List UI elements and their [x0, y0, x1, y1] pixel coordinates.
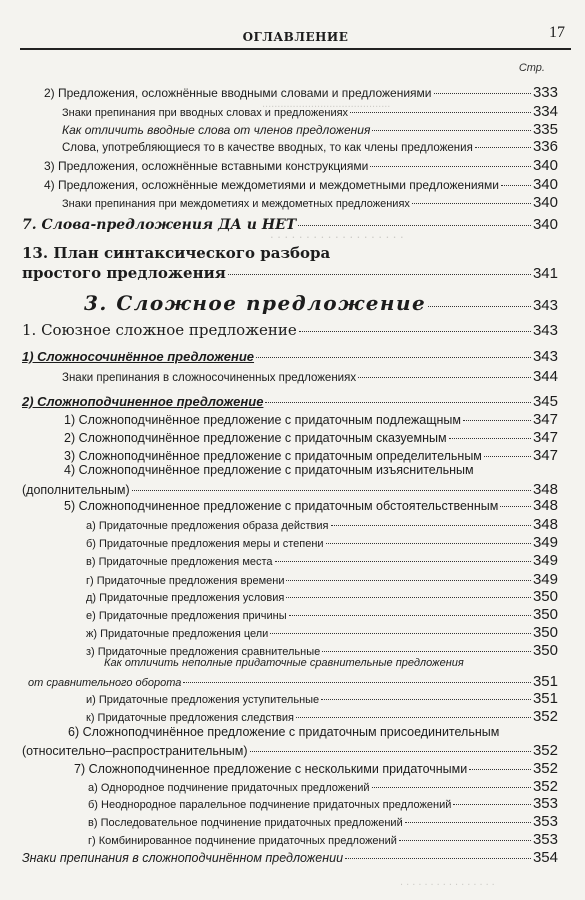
toc-entry-text: в) Последовательное подчинение придаточных предложений	[88, 817, 403, 829]
toc-entry-text: Знаки препинания в сложноподчинённом предложении	[22, 851, 344, 865]
toc-entry	[64, 429, 558, 446]
toc-entry	[86, 571, 558, 588]
toc-entry	[104, 657, 464, 669]
leader-dots	[250, 751, 531, 752]
toc-entry	[86, 708, 558, 725]
toc-entry-text: 1. Союзное сложное предложение	[22, 321, 297, 339]
toc-entry-page: 341	[532, 265, 558, 282]
toc-entry-text: б) Придаточные предложения меры и степени	[86, 538, 324, 550]
leader-dots	[405, 822, 531, 823]
toc-entry-page: 348	[532, 497, 558, 514]
toc-entry-page: 352	[532, 708, 558, 725]
leader-dots	[501, 185, 531, 186]
toc-entry-text: от сравнительного оборота	[28, 677, 182, 689]
toc-entry-text: Знаки препинания в сложносочиненных предложениях	[62, 372, 357, 384]
leader-dots	[449, 438, 531, 439]
leader-dots	[270, 633, 531, 634]
toc-entry-page: 350	[532, 624, 558, 641]
leader-dots	[296, 717, 531, 718]
toc-entry-text: 7. Слова-предложения ДА и НЕТ	[22, 217, 297, 233]
toc-entry-text: з) Придаточные предложения сравнительные	[86, 646, 321, 658]
toc-entry-page: 352	[532, 742, 558, 759]
toc-entry	[64, 463, 474, 477]
toc-entry-page: 344	[532, 368, 558, 385]
toc-entry	[62, 194, 558, 211]
toc-entry	[88, 795, 558, 812]
toc-entry-page: 348	[532, 481, 558, 498]
toc-entry	[22, 264, 558, 282]
toc-entry-page: 347	[532, 447, 558, 464]
toc-entry-page: 351	[532, 690, 558, 707]
toc-entry-text: 4) Предложения, осложнённые междометиями и междометными предложениями	[44, 178, 499, 192]
toc-entry-text: 2) Предложения, осложнённые вводными словами и предложениями	[44, 86, 432, 100]
toc-entry-page: 350	[532, 606, 558, 623]
toc-entry-text: 7) Сложноподчиненное предложение с несколькими придаточными	[74, 762, 468, 776]
toc-entry-text: г) Комбинированное подчинение придаточных предложений	[88, 835, 397, 847]
header-title: ОГЛАВЛЕНИЕ	[242, 30, 349, 44]
toc-entry-text: 3) Предложения, осложнённые вставными конструкциями	[44, 159, 369, 173]
toc-entry	[74, 760, 558, 777]
toc-entry-text: Как отличить неполные придаточные сравнительные предложения	[104, 657, 464, 669]
leader-dots	[345, 858, 531, 859]
leader-dots	[286, 580, 531, 581]
leader-dots	[372, 130, 531, 131]
toc-entry-text: (относительно–распространительным)	[22, 744, 248, 758]
toc-entry-text: Знаки препинания при междометиях и междометных предложениях	[62, 198, 410, 210]
toc-entry-page: 340	[532, 176, 558, 193]
toc-entry-text: 1) Сложносочинённое предложение	[22, 349, 255, 364]
leader-dots	[475, 147, 531, 148]
toc-entry-page: 340	[532, 194, 558, 211]
toc-entry-text: к) Придаточные предложения следствия	[86, 712, 294, 724]
toc-entry-page: 348	[532, 516, 558, 533]
toc-entry	[44, 176, 558, 193]
toc-entry-page: 353	[532, 831, 558, 848]
toc-entry-text: 2) Сложноподчиненное предложение	[22, 394, 264, 409]
leader-dots	[286, 597, 531, 598]
toc-entry-text: б) Неоднородное паралельное подчинение придаточных предложений	[88, 799, 452, 811]
leader-dots	[434, 93, 531, 94]
page-number: 17	[549, 24, 565, 41]
toc-entry-page: 343	[532, 348, 558, 365]
bleed-through-text: ..........................................	[262, 98, 391, 110]
toc-entry-page: 335	[532, 121, 558, 138]
toc-entry-page: 340	[532, 216, 558, 233]
toc-entry-text: 2) Сложноподчинённое предложение с придаточным сказуемным	[64, 431, 447, 445]
leader-dots	[321, 699, 531, 700]
section-title: 3. Сложное предложение	[84, 291, 427, 315]
toc-entry	[44, 157, 558, 174]
toc-entry-page: 350	[532, 642, 558, 659]
toc-entry-text: Слова, употребляющиеся то в качестве вводных, то как члены предложения	[62, 142, 473, 154]
toc-entry-page: 350	[532, 588, 558, 605]
toc-entry-text: г) Придаточные предложения времени	[86, 575, 285, 587]
toc-entry-text: Знаки препинания при вводных словах и предложениях	[62, 107, 349, 119]
toc-entry-page: 349	[532, 571, 558, 588]
toc-entry	[88, 831, 558, 848]
toc-entry-page: 352	[532, 778, 558, 795]
toc-entry-page: 353	[532, 795, 558, 812]
toc-entry-page: 333	[532, 84, 558, 101]
toc-entry-page: 334	[532, 103, 558, 120]
toc-entry-page: 340	[532, 157, 558, 174]
toc-entry	[22, 348, 558, 365]
toc-entry	[86, 588, 558, 605]
toc-entry-page: 345	[532, 393, 558, 410]
toc-entry	[62, 138, 558, 155]
toc-entry-page: 349	[532, 534, 558, 551]
leader-dots	[372, 787, 531, 788]
toc-entry-text: в) Придаточные предложения места	[86, 556, 273, 568]
toc-entry-text: 5) Сложноподчиненное предложение с придаточным обстоятельственным	[64, 499, 499, 513]
toc-entry-page: 353	[532, 813, 558, 830]
toc-entry-text: 4) Сложноподчинённое предложение с придаточным изъяснительным	[64, 463, 474, 477]
toc-entry	[22, 849, 558, 866]
bleed-through-text: . . . . . . . . . . . . . . . .	[400, 876, 495, 888]
leader-dots	[428, 306, 531, 307]
page-column-label: Стр.	[518, 62, 545, 74]
leader-dots	[358, 377, 531, 378]
toc-entry-text: 6) Сложноподчинённое предложение с придаточным присоединительным	[68, 725, 500, 739]
leader-dots	[322, 651, 531, 652]
toc-entry	[62, 121, 558, 138]
toc-entry	[86, 624, 558, 641]
toc-entry	[22, 321, 558, 339]
leader-dots	[183, 682, 531, 683]
leader-dots	[289, 615, 531, 616]
toc-entry	[28, 673, 558, 690]
leader-dots	[265, 402, 531, 403]
toc-entry-text: 13. План синтаксического разбора	[22, 244, 331, 262]
toc-entry	[44, 84, 558, 101]
bleed-through-text: . . . . . . . . . . . . . . . . . . .	[270, 226, 404, 241]
toc-entry	[68, 725, 499, 739]
toc-entry-page: 343	[532, 322, 558, 339]
toc-entry	[22, 481, 558, 498]
toc-entry	[64, 411, 558, 428]
toc-entry-page: 351	[532, 673, 558, 690]
leader-dots	[484, 456, 531, 457]
leader-dots	[275, 561, 531, 562]
toc-entry-page: 336	[532, 138, 558, 155]
toc-entry	[84, 291, 558, 315]
leader-dots	[132, 490, 531, 491]
leader-dots	[331, 525, 531, 526]
leader-dots	[350, 112, 531, 113]
leader-dots	[256, 357, 531, 358]
toc-entry	[64, 447, 558, 464]
toc-entry-text: Как отличить вводные слова от членов предложения	[62, 123, 371, 137]
toc-entry	[22, 216, 558, 233]
toc-entry	[86, 690, 558, 707]
toc-entry-text: (дополнительным)	[22, 483, 130, 497]
toc-entry	[88, 778, 558, 795]
toc-entry	[64, 497, 558, 514]
toc-entry-text: а) Однородное подчинение придаточных предложений	[88, 782, 370, 794]
leader-dots	[326, 543, 531, 544]
toc-entry	[22, 393, 558, 410]
toc-entry-page: 347	[532, 411, 558, 428]
toc-entry-page: 349	[532, 552, 558, 569]
toc-entry-text: и) Придаточные предложения уступительные	[86, 694, 320, 706]
toc-entry	[86, 606, 558, 623]
leader-dots	[399, 840, 531, 841]
toc-entry-text: е) Придаточные предложения причины	[86, 610, 287, 622]
toc-entry-text: д) Придаточные предложения условия	[86, 592, 285, 604]
leader-dots	[228, 274, 531, 275]
toc-entry	[22, 742, 558, 759]
leader-dots	[299, 331, 531, 332]
toc-entry-text: простого предложения	[22, 264, 226, 282]
toc-entry	[62, 368, 558, 385]
toc-entry-text: 3) Сложноподчинённое предложение с придаточным определительным	[64, 449, 482, 463]
toc-entry	[86, 534, 558, 551]
toc-entry-text: 1) Сложноподчинённое предложение с придаточным подлежащным	[64, 413, 461, 427]
toc-entry	[86, 552, 558, 569]
leader-dots	[500, 506, 531, 507]
toc-entry-page: 352	[532, 760, 558, 777]
toc-entry-text: а) Придаточные предложения образа действия	[86, 520, 329, 532]
leader-dots	[412, 203, 531, 204]
toc-entry	[22, 244, 330, 262]
leader-dots	[463, 420, 531, 421]
leader-dots	[298, 225, 531, 226]
leader-dots	[370, 166, 531, 167]
toc-entry	[86, 516, 558, 533]
leader-dots	[469, 769, 531, 770]
leader-dots	[453, 804, 531, 805]
toc-entry-page: 354	[532, 849, 558, 866]
toc-entry-text: ж) Придаточные предложения цели	[86, 628, 269, 640]
toc-entry-page: 343	[532, 297, 558, 314]
toc-entry-page: 347	[532, 429, 558, 446]
toc-entry	[88, 813, 558, 830]
toc-entry	[62, 103, 558, 120]
